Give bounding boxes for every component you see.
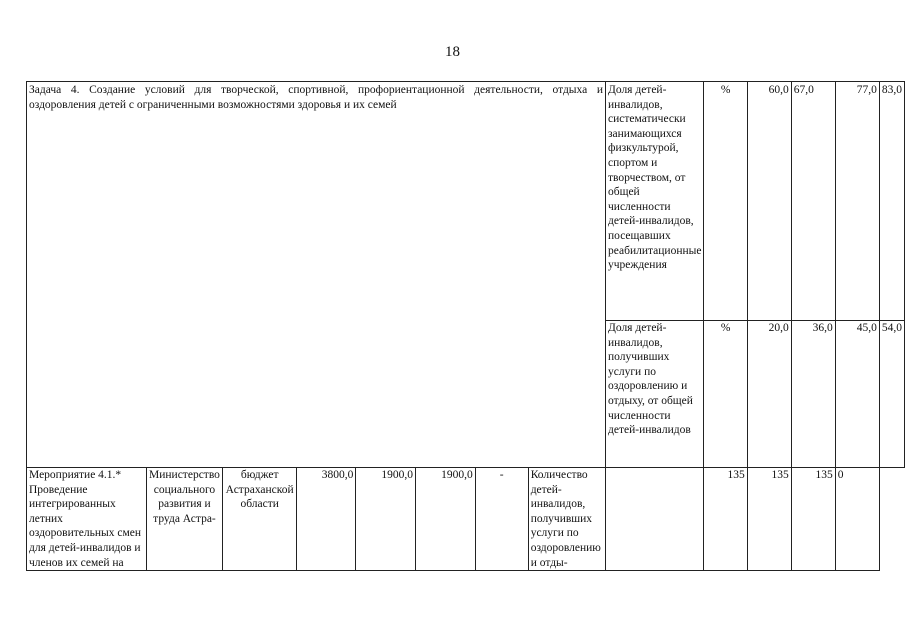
indicator-value: 77,0 — [835, 82, 879, 321]
page-number: 18 — [445, 44, 460, 60]
activity-value: 0 — [835, 468, 879, 571]
indicator-value: 45,0 — [835, 321, 879, 468]
activity-total: 3800,0 — [297, 468, 356, 571]
task-text: Задача 4. Создание условий для творческой, спортивной, профориентационной деятельности, отдыха и оздоровления детей с ограниченными возможностями здоровья и их семей — [29, 84, 603, 111]
indicator-name: Доля детей-инвалидов, получивших услуги по оздоровлению и отдыху, от общей численности детей-инвалидов — [606, 321, 704, 468]
indicator-value: 83,0 — [879, 82, 904, 321]
indicator-unit: % — [704, 321, 747, 468]
activity-year-1: 1900,0 — [356, 468, 416, 571]
activity-year-2: 1900,0 — [416, 468, 476, 571]
activity-indicator: Количество детей-инвалидов, получивших услуги по оздоровлению и отды- — [528, 468, 605, 571]
indicator-value: 36,0 — [791, 321, 835, 468]
activity-row — [27, 468, 905, 571]
program-table — [26, 81, 905, 571]
indicator-value: 20,0 — [747, 321, 791, 468]
task-cell — [27, 82, 606, 468]
activity-source: бюджет Астраханской области — [222, 468, 297, 571]
activity-unit — [606, 468, 704, 571]
activity-value: 135 — [747, 468, 791, 571]
indicator-name: Доля детей-инвалидов, систематически занимающихся физкультурой, спортом и творчеством, от общей численности детей-инвалидов, посещавших реабилитационные учреждения — [606, 82, 704, 321]
indicator-value: 54,0 — [879, 321, 904, 468]
activity-value: 135 — [791, 468, 835, 571]
activity-value: 135 — [704, 468, 747, 571]
activity-year-3: - — [475, 468, 528, 571]
task-row-1 — [27, 82, 905, 321]
indicator-unit: % — [704, 82, 747, 321]
indicator-value: 67,0 — [791, 82, 835, 321]
activity-executor: Министерство социального развития и труда Астра- — [147, 468, 223, 571]
indicator-value: 60,0 — [747, 82, 791, 321]
activity-name: Мероприятие 4.1.* Проведение интегрированных летних оздоровительных смен для детей-инвалидов и членов их семей на — [27, 468, 147, 571]
